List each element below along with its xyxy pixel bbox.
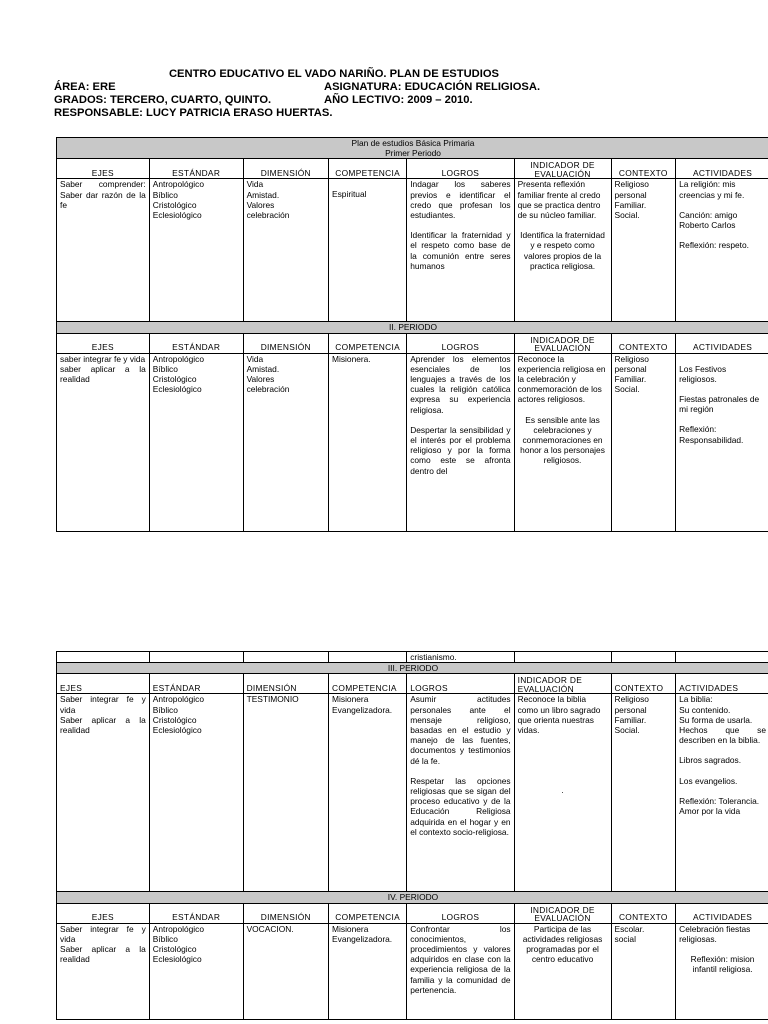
p4-ejes: [57, 923, 150, 1019]
col-logros: LOGROS: [407, 159, 514, 179]
p4-actividad-2: Reflexión: mision infantil religiosa.: [690, 954, 755, 975]
responsible-label: RESPONSABLE: LUCY PATRICIA ERASO HUERTAS.: [54, 107, 333, 119]
p1-dimension: [243, 179, 328, 322]
p4-ejes-1: Saber integrar fe y vida: [60, 923, 146, 944]
col-actividades: ACTIVIDADES: [676, 903, 768, 923]
column-header-row-3: [57, 674, 768, 694]
col-logros: LOGROS: [407, 333, 514, 353]
col-actividades: ACTIVIDADES: [676, 333, 768, 353]
p4-estandar-3: Cristológico: [152, 944, 197, 955]
p1-contexto-1: Religioso: [614, 179, 649, 190]
period-4-row: [57, 923, 768, 1019]
p3-indicador: [514, 694, 611, 892]
p3-logros-2: Respetar las opciones religiosas que se sigan del proceso educativo y de la Educación Religiosa adquirida en el hogar y en el contexto socio-religiosa.: [410, 775, 511, 837]
p3-ejes-1: Saber integrar fe y vida: [60, 694, 146, 715]
p1-actividad-3: Reflexión: respeto.: [679, 240, 749, 251]
col-competencia: COMPETENCIA: [329, 674, 407, 694]
p4-competencia: Misionera Evangelizadora.: [329, 923, 407, 1019]
carry-empty-8: [676, 652, 768, 663]
col-contexto: CONTEXTO: [611, 674, 676, 694]
p2-dimension: [243, 353, 328, 531]
p1-competencia: [329, 179, 407, 322]
p2-logros-1: Aprender los elementos esenciales de los lenguajes a través de los cuales la religión católica expresa su experiencia religiosa.: [410, 353, 511, 415]
p3-actividad-6: Los evangelios.: [679, 775, 738, 786]
period-3-title-row: [57, 663, 768, 674]
p2-actividad-3: Reflexión: Responsabilidad.: [679, 424, 744, 445]
p1-estandar-3: Cristológico: [152, 199, 197, 210]
p2-contexto-1: Religioso: [614, 353, 649, 364]
p3-actividad-3: Su forma de usarla.: [679, 714, 753, 725]
p3-actividad-1: La biblia:: [679, 694, 713, 705]
col-indicador-1: INDICADOR DE: [530, 334, 595, 345]
col-actividades: ACTIVIDADES: [676, 159, 768, 179]
p2-ejes: [57, 353, 150, 531]
p3-contexto: [611, 694, 676, 892]
p1-actividad-2: Canción: amigo Roberto Carlos: [679, 209, 738, 231]
p2-competencia: Misionera.: [329, 353, 407, 531]
col-logros: LOGROS: [407, 674, 514, 694]
plan-title-cell: [57, 138, 768, 159]
school-title: CENTRO EDUCATIVO EL VADO NARIÑO. PLAN DE ESTUDIOS: [168, 68, 500, 80]
p3-ejes: [57, 694, 150, 892]
area-label: ÁREA: ERE: [54, 81, 116, 93]
p4-contexto-2: social: [614, 933, 636, 944]
p3-estandar-1: Antropológico: [152, 694, 204, 705]
period-4-title-row: [57, 892, 768, 903]
col-ejes: EJES: [57, 674, 150, 694]
p2-estandar-1: Antropológico: [152, 353, 204, 364]
col-ejes: EJES: [57, 333, 150, 353]
p3-actividades: [676, 694, 768, 892]
header-row-grades: [54, 94, 574, 107]
document-header: [54, 68, 574, 120]
p4-dimension: VOCACION.: [243, 923, 328, 1019]
p2-indicador-2: Es sensible ante las celebraciones y conmemoraciones en honor a los personajes religiosos.: [520, 414, 605, 466]
p2-contexto: [611, 353, 676, 531]
p1-logros-2: Identificar la fraternidad y el respeto como base de la comunión entre seres humanos: [410, 230, 511, 271]
p2-actividad-1: Los Festivos religiosos.: [679, 363, 727, 384]
period-4-title: IV. PERIODO: [57, 892, 768, 903]
p2-indicador-1: Reconoce la experiencia religiosa en la celebración y conmemoración de los actores religiosos.: [517, 353, 606, 405]
col-ejes: EJES: [57, 159, 150, 179]
col-indicador-2: EVALUACIÓN: [534, 913, 591, 924]
p1-actividad-1: La religión: mis creencias y mi fe.: [679, 179, 745, 200]
col-estandar: ESTÁNDAR: [149, 903, 243, 923]
p1-indicador-2: Identifica la fraternidad y e respeto como valores propios de la practica religiosa.: [520, 230, 605, 271]
carry-logros: cristianismo.: [407, 652, 514, 663]
period-1-title: Primer Periodo: [385, 148, 441, 159]
col-indicador-1: INDICADOR DE: [530, 160, 595, 171]
p1-dimension-1: Vida: [246, 179, 264, 190]
col-indicador-2: EVALUACIÓN: [534, 168, 591, 179]
column-header-row: [57, 159, 768, 179]
col-indicador-1: INDICADOR DE: [517, 675, 583, 686]
p2-estandar: [149, 353, 243, 531]
p3-contexto-4: Social.: [614, 725, 640, 736]
p1-ejes: Saber comprender: Saber dar razón de la fe: [57, 179, 150, 322]
p2-indicador: [514, 353, 611, 531]
p4-actividad-1: Celebración fiestas religiosas.: [679, 923, 751, 944]
p1-dimension-3: Valores: [246, 199, 275, 210]
p4-estandar-2: Bíblico: [152, 933, 178, 944]
p2-contexto-4: Social.: [614, 384, 640, 395]
p3-actividad-8: Amor por la vida: [679, 806, 741, 817]
p4-logros: Confrontar los conocimientos, procedimientos y valores adquiridos en clase con la experiencia religiosa de la familia y la comunidad de pertenencia.: [407, 923, 514, 1019]
p1-competencia-text: Espiritual: [332, 189, 367, 200]
period-1-row: [57, 179, 768, 322]
p4-estandar-1: Antropológico: [152, 923, 204, 934]
plan-title-row: [57, 138, 768, 159]
p1-logros-1: Indagar los saberes previos e identificar el credo que profesan los estudiantes.: [410, 179, 511, 221]
study-plan-table-2: [56, 651, 768, 1020]
col-contexto: CONTEXTO: [611, 903, 676, 923]
col-logros: LOGROS: [407, 903, 514, 923]
p1-estandar-4: Eclesiológico: [152, 210, 202, 221]
p3-actividad-2: Su contenido.: [679, 704, 731, 715]
plan-title: Plan de estudios Básica Primaria: [351, 138, 475, 148]
p1-dimension-4: celebración: [246, 210, 290, 221]
col-actividades: ACTIVIDADES: [676, 674, 768, 694]
period-2-title-row: [57, 322, 768, 333]
col-indicador: [514, 333, 611, 353]
p4-contexto-1: Escolar.: [614, 923, 645, 934]
p1-indicador: [514, 179, 611, 322]
p2-estandar-4: Eclesiológico: [152, 384, 202, 395]
p3-dimension: TESTIMONIO: [243, 694, 328, 892]
p2-logros: [407, 353, 514, 531]
p3-logros: [407, 694, 514, 892]
p1-contexto-3: Familiar.: [614, 199, 647, 210]
column-header-row-2: [57, 333, 768, 353]
col-dimension: DIMENSIÓN: [243, 159, 328, 179]
p1-contexto: [611, 179, 676, 322]
p3-contexto-2: personal: [614, 704, 647, 715]
col-dimension: DIMENSIÓN: [243, 333, 328, 353]
col-contexto: CONTEXTO: [611, 333, 676, 353]
p1-logros: [407, 179, 514, 322]
carryover-row: [57, 652, 768, 663]
p4-ejes-2: Saber aplicar a la realidad: [60, 944, 146, 965]
col-dimension: DIMENSIÓN: [243, 903, 328, 923]
col-indicador-2: EVALUACIÓN: [517, 683, 574, 694]
carry-empty-6: [514, 652, 611, 663]
col-competencia: COMPETENCIA: [329, 903, 407, 923]
col-indicador: [514, 159, 611, 179]
col-indicador-2: EVALUACIÓN: [534, 343, 591, 354]
col-dimension: DIMENSIÓN: [243, 674, 328, 694]
p2-ejes-2: saber aplicar a la realidad: [60, 363, 146, 385]
p3-estandar-3: Cristológico: [152, 714, 197, 725]
period-2-row: [57, 353, 768, 531]
p4-indicador: Participa de las actividades religiosas programadas por el centro educativo: [514, 923, 611, 1019]
p3-indicador-2: .: [561, 785, 564, 796]
col-ejes: EJES: [57, 903, 150, 923]
p4-contexto: [611, 923, 676, 1019]
col-indicador-1: INDICADOR DE: [530, 904, 595, 915]
carry-empty-4: [329, 652, 407, 663]
p3-estandar-4: Eclesiológico: [152, 725, 202, 736]
col-competencia: COMPETENCIA: [329, 159, 407, 179]
p2-dimension-1: Vida: [246, 353, 264, 364]
subject-label: ASIGNATURA: EDUCACIÓN RELIGIOSA.: [324, 81, 541, 93]
p2-contexto-3: Familiar.: [614, 374, 647, 385]
col-indicador: [514, 903, 611, 923]
p1-estandar-2: Bíblico: [152, 189, 178, 200]
p3-contexto-1: Religioso: [614, 694, 649, 705]
carry-empty-3: [243, 652, 328, 663]
p1-dimension-2: Amistad.: [246, 189, 280, 200]
p1-actividades: [676, 179, 768, 322]
carry-empty-1: [57, 652, 150, 663]
p2-actividades: [676, 353, 768, 531]
period-3-row: [57, 694, 768, 892]
p2-logros-2: Despertar la sensibilidad y el interés por el problema religioso y por la forma como este se afronta dentro del: [410, 424, 511, 476]
col-estandar: ESTÁNDAR: [149, 159, 243, 179]
p3-estandar: [149, 694, 243, 892]
grades-label: GRADOS: TERCERO, CUARTO, QUINTO.: [54, 94, 272, 106]
p4-estandar-4: Eclesiológico: [152, 954, 202, 965]
p1-indicador-1: Presenta reflexión familiar frente al credo que se practica dentro de su núcleo familiar.: [517, 179, 601, 221]
p2-actividad-2: Fiestas patronales de mi región: [679, 394, 760, 415]
study-plan-table-1: [56, 137, 768, 532]
period-2-title: II. PERIODO: [57, 322, 768, 333]
col-estandar: ESTÁNDAR: [149, 333, 243, 353]
col-competencia: COMPETENCIA: [329, 333, 407, 353]
p2-dimension-2: Amistad.: [246, 363, 280, 374]
p3-ejes-2: Saber aplicar a la realidad: [60, 714, 146, 736]
p3-actividad-5: Libros sagrados.: [679, 755, 742, 766]
p1-contexto-4: Social.: [614, 210, 640, 221]
p3-estandar-2: Bíblico: [152, 704, 178, 715]
p3-logros-1: Asumir actitudes personales ante el mensaje religioso, basadas en el estudio y manejo de las fuentes, documentos y testimonios dé la fe.: [410, 694, 511, 766]
p3-actividad-7: Reflexión: Tolerancia.: [679, 795, 760, 806]
p2-ejes-1: saber integrar fe y vida: [60, 353, 146, 364]
period-3-title: III. PERIODO: [57, 663, 768, 674]
p2-dimension-3: Valores: [246, 374, 275, 385]
carry-empty-2: [149, 652, 243, 663]
carry-empty-7: [611, 652, 676, 663]
p2-contexto-2: personal: [614, 363, 647, 374]
col-contexto: CONTEXTO: [611, 159, 676, 179]
header-row-area: [54, 81, 574, 94]
p3-competencia: Misionera Evangelizadora.: [329, 694, 407, 892]
p4-estandar: [149, 923, 243, 1019]
school-year-label: AÑO LECTIVO: 2009 – 2010.: [324, 94, 473, 106]
p1-estandar: [149, 179, 243, 322]
p2-estandar-2: Bíblico: [152, 363, 178, 374]
p3-actividad-4: Hechos que se describen en la biblia.: [679, 725, 766, 746]
col-indicador: [514, 674, 611, 694]
p2-dimension-4: celebración: [246, 384, 290, 395]
p3-indicador-1: Reconoce la biblia como un libro sagrado que orienta nuestras vidas.: [517, 694, 601, 736]
col-estandar: ESTÁNDAR: [149, 674, 243, 694]
p2-estandar-3: Cristológico: [152, 374, 197, 385]
column-header-row-4: [57, 903, 768, 923]
p1-contexto-2: personal: [614, 189, 647, 200]
p4-actividades: [676, 923, 768, 1019]
p3-contexto-3: Familiar.: [614, 714, 647, 725]
p1-estandar-1: Antropológico: [152, 179, 204, 190]
